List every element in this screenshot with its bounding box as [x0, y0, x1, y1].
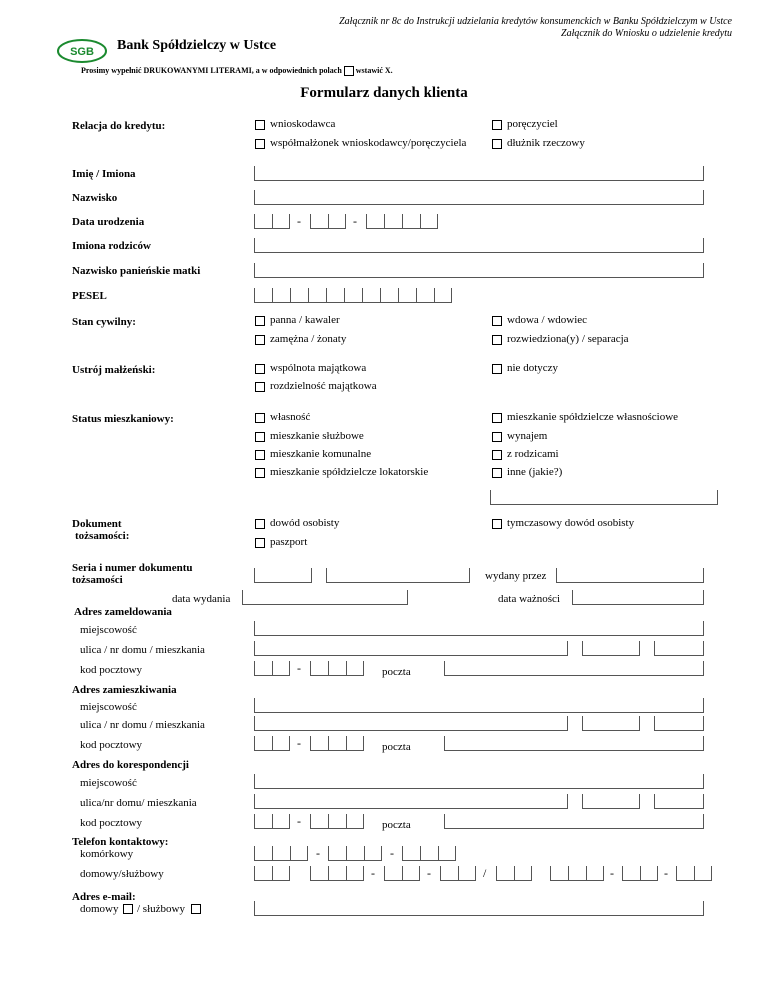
korespondencji-title: Adres do korespondencji: [72, 759, 189, 771]
seria-label-2: tożsamości: [72, 574, 123, 586]
telefon-domowy-kierunkowy[interactable]: [254, 866, 290, 881]
input-inne-jakie[interactable]: [490, 490, 718, 505]
seria-label-1: Seria i numer dokumentu: [72, 562, 193, 574]
checkbox-rozdzielnosc[interactable]: [255, 382, 265, 392]
telefon-slash: /: [483, 866, 487, 880]
input-numer[interactable]: [326, 568, 470, 583]
input-imie[interactable]: [254, 166, 704, 181]
korespondencji-nr-mieszkania-input[interactable]: [654, 794, 704, 809]
status-opt-z-rodzicami: z rodzicami: [507, 448, 559, 460]
dob-separator-1: -: [297, 214, 301, 228]
korespondencji-kod-dash: -: [297, 814, 301, 828]
checkbox-tymczasowy-dowod[interactable]: [492, 519, 502, 529]
label-nazwisko-matki: Nazwisko panieńskie matki: [72, 265, 201, 277]
email-domowy-label: domowy: [80, 903, 119, 915]
checkbox-wdowa-wdowiec[interactable]: [492, 316, 502, 326]
zamieszkiwania-miejscowosc-input[interactable]: [254, 698, 704, 713]
zamieszkiwania-poczta-input[interactable]: [444, 736, 704, 751]
email-sluzbowy-label: / służbowy: [137, 903, 185, 915]
status-opt-wynajem: wynajem: [507, 430, 548, 442]
relacja-opt-poreczyciel: poręczyciel: [507, 118, 558, 130]
checkbox-wspolnota[interactable]: [255, 364, 265, 374]
telefon-komorkowy-c[interactable]: [402, 846, 456, 861]
ustroj-opt-wspolnota: wspólnota majątkowa: [270, 362, 367, 374]
relacja-label: Relacja do kredytu:: [72, 120, 166, 132]
zameldowania-title: Adres zameldowania: [74, 606, 172, 618]
korespondencji-ulica-label: ulica/nr domu/ mieszkania: [80, 797, 197, 809]
checkbox-dowod-osobisty[interactable]: [255, 519, 265, 529]
input-nazwisko[interactable]: [254, 190, 704, 205]
checkbox-poreczyciel[interactable]: [492, 120, 502, 130]
status-label: Status mieszkaniowy:: [72, 413, 174, 425]
checkbox-lokatorskie[interactable]: [255, 468, 265, 478]
telefon-domowy-dash-1: -: [371, 866, 375, 880]
korespondencji-nr-domu-input[interactable]: [582, 794, 640, 809]
checkbox-komunalne[interactable]: [255, 450, 265, 460]
stan-opt-zamezna: zamężna / żonaty: [270, 333, 347, 345]
input-pesel[interactable]: [254, 288, 452, 303]
input-data-waznosci[interactable]: [572, 590, 704, 605]
telefon-domowy-b[interactable]: [384, 866, 420, 881]
stan-opt-rozwiedziona: rozwiedziona(y) / separacja: [507, 333, 629, 345]
zameldowania-ulica-input[interactable]: [254, 641, 568, 656]
zameldowania-poczta-label: poczta: [382, 666, 411, 678]
zamieszkiwania-nr-mieszkania-input[interactable]: [654, 716, 704, 731]
checkbox-sluzbowe[interactable]: [255, 432, 265, 442]
korespondencji-ulica-input[interactable]: [254, 794, 568, 809]
input-dob-month[interactable]: [310, 214, 346, 229]
checkbox-email-sluzbowy[interactable]: [191, 904, 201, 914]
checkbox-zamezna-zonaty[interactable]: [255, 335, 265, 345]
stan-opt-wdowa: wdowa / wdowiec: [507, 314, 588, 326]
checkbox-panna-kawaler[interactable]: [255, 316, 265, 326]
zamieszkiwania-ulica-input[interactable]: [254, 716, 568, 731]
zamieszkiwania-poczta-label: poczta: [382, 741, 411, 753]
bank-logo: [56, 38, 108, 64]
zamieszkiwania-kod-a[interactable]: [254, 736, 290, 751]
status-opt-wlasnosc: własność: [270, 411, 311, 423]
label-data-urodzenia: Data urodzenia: [72, 216, 145, 228]
telefon-domowy-dash-2: -: [427, 866, 431, 880]
dokument-label-1: Dokument: [72, 518, 122, 530]
telefon-komorkowy-label: komórkowy: [80, 848, 134, 860]
checkbox-wspolmalzonek[interactable]: [255, 139, 265, 149]
label-pesel: PESEL: [72, 290, 107, 302]
header-annex-line2: Załącznik do Wniosku o udzielenie kredytu: [561, 28, 732, 39]
telefon-sluzbowy-b[interactable]: [622, 866, 658, 881]
korespondencji-poczta-input[interactable]: [444, 814, 704, 829]
label-imiona-rodzicow: Imiona rodziców: [72, 240, 151, 252]
telefon-sluzbowy-a[interactable]: [550, 866, 604, 881]
telefon-sluzbowy-dash-1: -: [610, 866, 614, 880]
dob-separator-2: -: [353, 214, 357, 228]
status-opt-lokatorskie: mieszkanie spółdzielcze lokatorskie: [270, 466, 429, 478]
status-opt-sluzbowe: mieszkanie służbowe: [270, 430, 364, 442]
telefon-domowy-label: domowy/służbowy: [80, 868, 164, 880]
zameldowania-kod-label: kod pocztowy: [80, 664, 143, 676]
ustroj-label: Ustrój małżeński:: [72, 364, 156, 376]
label-imie: Imię / Imiona: [72, 168, 136, 180]
telefon-sluzbowy-dash-2: -: [664, 866, 668, 880]
ustroj-opt-nie-dotyczy: nie dotyczy: [507, 362, 559, 374]
checkbox-nie-dotyczy[interactable]: [492, 364, 502, 374]
bank-logo-text: SGB: [70, 46, 94, 58]
checkbox-email-domowy[interactable]: [123, 904, 133, 914]
input-nazwisko-matki[interactable]: [254, 263, 704, 278]
zameldowania-kod-b[interactable]: [310, 661, 364, 676]
korespondencji-miejscowosc-label: miejscowość: [80, 777, 137, 789]
stan-opt-panna: panna / kawaler: [270, 314, 340, 326]
input-dob-year[interactable]: [366, 214, 438, 229]
zameldowania-miejscowosc-input[interactable]: [254, 621, 704, 636]
zamieszkiwania-kod-dash: -: [297, 736, 301, 750]
checkbox-dluznik[interactable]: [492, 139, 502, 149]
checkbox-wlasnosc[interactable]: [255, 413, 265, 423]
relacja-opt-wspolmalzonek: współmałżonek wnioskodawcy/poręczyciela: [270, 137, 467, 149]
zameldowania-kod-a[interactable]: [254, 661, 290, 676]
korespondencji-kod-b[interactable]: [310, 814, 364, 829]
checkbox-wynajem[interactable]: [492, 432, 502, 442]
input-dob-day[interactable]: [254, 214, 290, 229]
checkbox-z-rodzicami[interactable]: [492, 450, 502, 460]
checkbox-spoldzielcze-wlasnosciowe[interactable]: [492, 413, 502, 423]
relacja-opt-wnioskodawca: wnioskodawca: [270, 118, 336, 130]
dokument-opt-tymczasowy: tymczasowy dowód osobisty: [507, 517, 635, 529]
zamieszkiwania-kod-b[interactable]: [310, 736, 364, 751]
input-imiona-rodzicow[interactable]: [254, 238, 704, 253]
input-seria[interactable]: [254, 568, 312, 583]
zamieszkiwania-ulica-label: ulica / nr domu / mieszkania: [80, 719, 205, 731]
checkbox-wnioskodawca[interactable]: [255, 120, 265, 130]
label-nazwisko: Nazwisko: [72, 192, 118, 204]
zamieszkiwania-kod-label: kod pocztowy: [80, 739, 143, 751]
checkbox-inne[interactable]: [492, 468, 502, 478]
zameldowania-nr-domu-input[interactable]: [582, 641, 640, 656]
email-title: Adres e-mail:: [72, 891, 136, 903]
korespondencji-miejscowosc-input[interactable]: [254, 774, 704, 789]
korespondencji-kod-label: kod pocztowy: [80, 817, 143, 829]
zameldowania-kod-dash: -: [297, 661, 301, 675]
telefon-domowy-c[interactable]: [440, 866, 476, 881]
checkbox-rozwiedziona[interactable]: [492, 335, 502, 345]
status-opt-inne: inne (jakie?): [507, 466, 563, 478]
status-opt-komunalne: mieszkanie komunalne: [270, 448, 372, 460]
label-wydany-przez: wydany przez: [485, 570, 547, 582]
status-opt-spoldzielcze-wlasn: mieszkanie spółdzielcze własnościowe: [507, 411, 679, 423]
instruction-checkbox-sample: [344, 66, 354, 76]
relacja-opt-dluznik: dłużnik rzeczowy: [507, 137, 585, 149]
label-data-waznosci: data ważności: [498, 593, 560, 605]
dokument-opt-dowod: dowód osobisty: [270, 517, 340, 529]
dokument-label-2: tożsamości:: [75, 530, 130, 542]
input-email[interactable]: [254, 901, 704, 916]
zamieszkiwania-miejscowosc-label: miejscowość: [80, 701, 137, 713]
page-title: Formularz danych klienta: [300, 85, 468, 101]
zameldowania-poczta-input[interactable]: [444, 661, 704, 676]
telefon-domowy-a[interactable]: [310, 866, 364, 881]
zameldowania-ulica-label: ulica / nr domu / mieszkania: [80, 644, 205, 656]
zameldowania-nr-mieszkania-input[interactable]: [654, 641, 704, 656]
telefon-komorkowy-dash-2: -: [390, 846, 394, 860]
telefon-komorkowy-b[interactable]: [328, 846, 382, 861]
label-data-wydania: data wydania: [172, 593, 231, 605]
instruction-text: Prosimy wypełnić DRUKOWANYMI LITERAMI, a w odpowiednich polach wstawić X.: [81, 66, 393, 75]
zamieszkiwania-nr-domu-input[interactable]: [582, 716, 640, 731]
zameldowania-miejscowosc-label: miejscowość: [80, 624, 137, 636]
telefon-title: Telefon kontaktowy:: [72, 836, 169, 848]
ustroj-opt-rozdzielnosc: rozdzielność majątkowa: [270, 380, 377, 392]
input-wydany-przez[interactable]: [556, 568, 704, 583]
telefon-sluzbowy-c[interactable]: [676, 866, 712, 881]
korespondencji-poczta-label: poczta: [382, 819, 411, 831]
input-data-wydania[interactable]: [242, 590, 408, 605]
dokument-opt-paszport: paszport: [270, 536, 308, 548]
header-annex-line1: Załącznik nr 8c do Instrukcji udzielania kredytów konsumenckich w Banku Spółdzielczym w Ustce: [339, 16, 732, 27]
stan-label: Stan cywilny:: [72, 316, 136, 328]
telefon-komorkowy-dash-1: -: [316, 846, 320, 860]
checkbox-paszport[interactable]: [255, 538, 265, 548]
telefon-komorkowy-a[interactable]: [254, 846, 308, 861]
korespondencji-kod-a[interactable]: [254, 814, 290, 829]
zamieszkiwania-title: Adres zamieszkiwania: [72, 684, 177, 696]
telefon-sluzbowy-kierunkowy[interactable]: [496, 866, 532, 881]
bank-name: Bank Spółdzielczy w Ustce: [117, 38, 277, 53]
